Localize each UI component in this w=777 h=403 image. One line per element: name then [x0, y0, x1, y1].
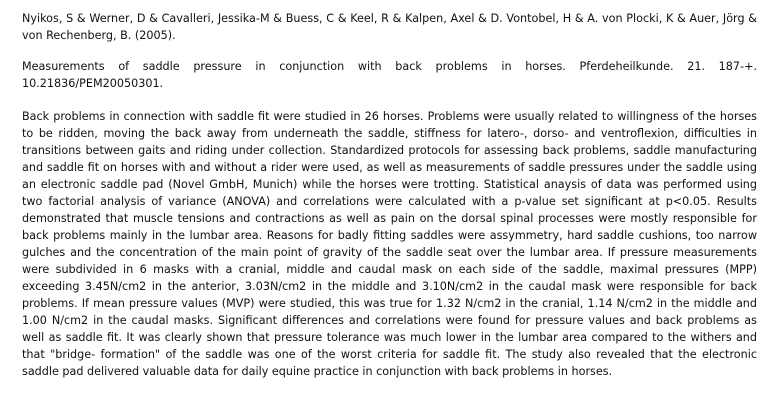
citation-line: Measurements of saddle pressure in conjunction with back problems in horses. Pferdeheilkunde. 21. 187-+. 10.21836/PEM20050301. [22, 60, 757, 90]
document-page [22, 10, 757, 380]
abstract-paragraph: Back problems in connection with saddle fit were studied in 26 horses. Problems were usually related to willingness of the horses to be ridden, moving the back away from underneath the saddle, stiffness for latero-, dorso- and ventroflexion, difficulties in transitions between gaits and riding under collection. Standardized protocols for assessing back problems, saddle manufacturing and saddle fit on horses with and without a rider were used, as well as measurements of saddle pressures under the saddle using an electronic saddle pad (Novel GmbH, Munich) while the horses were trotting. Statistical anaysis of data was performed using two factorial analysis of variance (ANOVA) and correlations were calculated with a p-value set significant at p<0.05. Results demonstrated that muscle tensions and contractions as well as pain on the dorsal spinal processes were mostly responsible for back problems mainly in the lumbar area. Reasons for badly fitting saddles were assymmetry, hard saddle cushions, too narrow gulches and the concentration of the main point of gravity of the saddle seat over the lumbar area. If pressure measurements were subdivided in 6 masks with a cranial, middle and caudal mask on each side of the saddle, maximal pressures (MPP) exceeding 3.45N/cm2 in the anterior, 3.03N/cm2 in the middle and 3.10N/cm2 in the caudal mask were responsible for back problems. If mean pressure values (MVP) were studied, this was true for 1.32 N/cm2 in the cranial, 1.14 N/cm2 in the middle and 1.00 N/cm2 in the caudal masks. Significant differences and correlations were found for pressure values and back problems as well as saddle fit. It was clearly shown that pressure tolerance was much lower in the lumbar area compared to the withers and that "bridge- formation" of the saddle was one of the worst criteria for saddle fit. The study also revealed that the electronic saddle pad delivered valuable data for daily equine practice in conjunction with back problems in horses. [22, 110, 757, 378]
authors-line: Nyikos, S & Werner, D & Cavalleri, Jessika-M & Buess, C & Keel, R & Kalpen, Axel & D. Vontobel, H & A. von Plocki, K & Auer, Jörg & von Rechenberg, B. (2005). [22, 12, 757, 42]
